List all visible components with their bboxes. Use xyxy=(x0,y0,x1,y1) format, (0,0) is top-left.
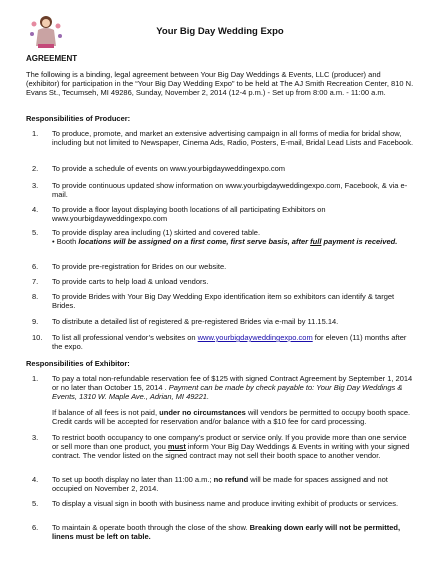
exhibitor-item: 6. To maintain & operate booth through the close of the show. Breaking down early will not be permitted, linens must be left on table. xyxy=(32,523,401,541)
producer-item: 2. To provide a schedule of events on www.yourbigdayweddingexpo.com xyxy=(32,164,286,173)
agreement-heading: AGREEMENT xyxy=(26,54,78,63)
document-title: Your Big Day Wedding Expo xyxy=(156,26,284,37)
producer-item: 7. To provide carts to help load & unload vendors. xyxy=(32,277,209,286)
producer-item: 3. To provide continuous updated show information on www.yourbigdayweddingexpo.com, Facebook, & via e-mail. xyxy=(32,181,408,199)
producer-item: 1. To produce, promote, and market an extensive advertising campaign in all forms of media for bridal show, including but not limited to Newspaper, Cinema Ads, Radio, Posters, E-mail, Bridal Lead Lists and Facebook. xyxy=(32,129,414,147)
producer-item: 10. To list all professional vendor’s websites on www.yourbigdayweddingexpo.com for eleven (11) months after the expo. xyxy=(32,333,407,351)
producer-item: 9. To distribute a detailed list of registered & pre-registered Brides via e-mail by 11.15.14. xyxy=(32,317,339,326)
producer-item: 4. To provide a floor layout displaying booth locations of all participating Exhibitors on www.yourbigdayweddingexpo.com xyxy=(32,205,326,223)
producer-heading: Responsibilities of Producer: xyxy=(26,114,131,123)
exhibitor-item: If balance of all fees is not paid, under no circumstances will vendors be permitted to occupy booth space. Credit cards will be accepted for reservation and/or balance with a $10 fee for card processing. xyxy=(52,408,411,426)
producer-item: 8. To provide Brides with Your Big Day Wedding Expo identification item so exhibitors can identify & target Brides. xyxy=(32,292,395,310)
producer-item: 5. To provide display area including (1) skirted and covered table. • Booth locations will be assigned on a first come, first serve basis, after full payment is received. xyxy=(32,228,398,246)
exhibitor-item: 1. To pay a total non-refundable reservation fee of $125 with signed Contract Agreement by September 1, 2014 or no later than October 15, 2014 . Payment can be made by check payable to: Your Big Day Weddings & Events, 1310 W. Maple Ave., Adrian, MI 49221. xyxy=(32,374,413,401)
exhibitor-item: 5. To display a visual sign in booth with business name and produce inviting exhibit of products or services. xyxy=(32,499,399,508)
exhibitor-item: 3. To restrict booth occupancy to one company’s product or service only. If you provide more than one service or sell more than one product, you must inform Your Big Day Weddings & Events in writing with your signed contract. The vendor listed on the signed contract may not sell their booth space to another vendor. xyxy=(32,433,410,460)
intro-paragraph: The following is a binding, legal agreement between Your Big Day Weddings & Events, LLC (producer) and (exhibitor) for participation in the “Your Big Day Wedding Expo” to be held at The AJ Smith Recreation Center, 810 N. Evans St., Tecumseh, MI 49286, Sunday, November 2, 2014 (12-4 p.m.) - Set up from 8:00 a.m. - 11:00 a.m. xyxy=(26,70,414,97)
producer-item: 6. To provide pre-registration for Brides on our website. xyxy=(32,262,227,271)
exhibitor-item: 4. To set up booth display no later than 11:00 a.m.; no refund will be made for spaces assigned and not occupied on November 2, 2014. xyxy=(32,475,388,493)
website-link[interactable]: www.yourbigdayweddingexpo.com xyxy=(197,333,313,342)
exhibitor-heading: Responsibilities of Exhibitor: xyxy=(26,359,130,368)
